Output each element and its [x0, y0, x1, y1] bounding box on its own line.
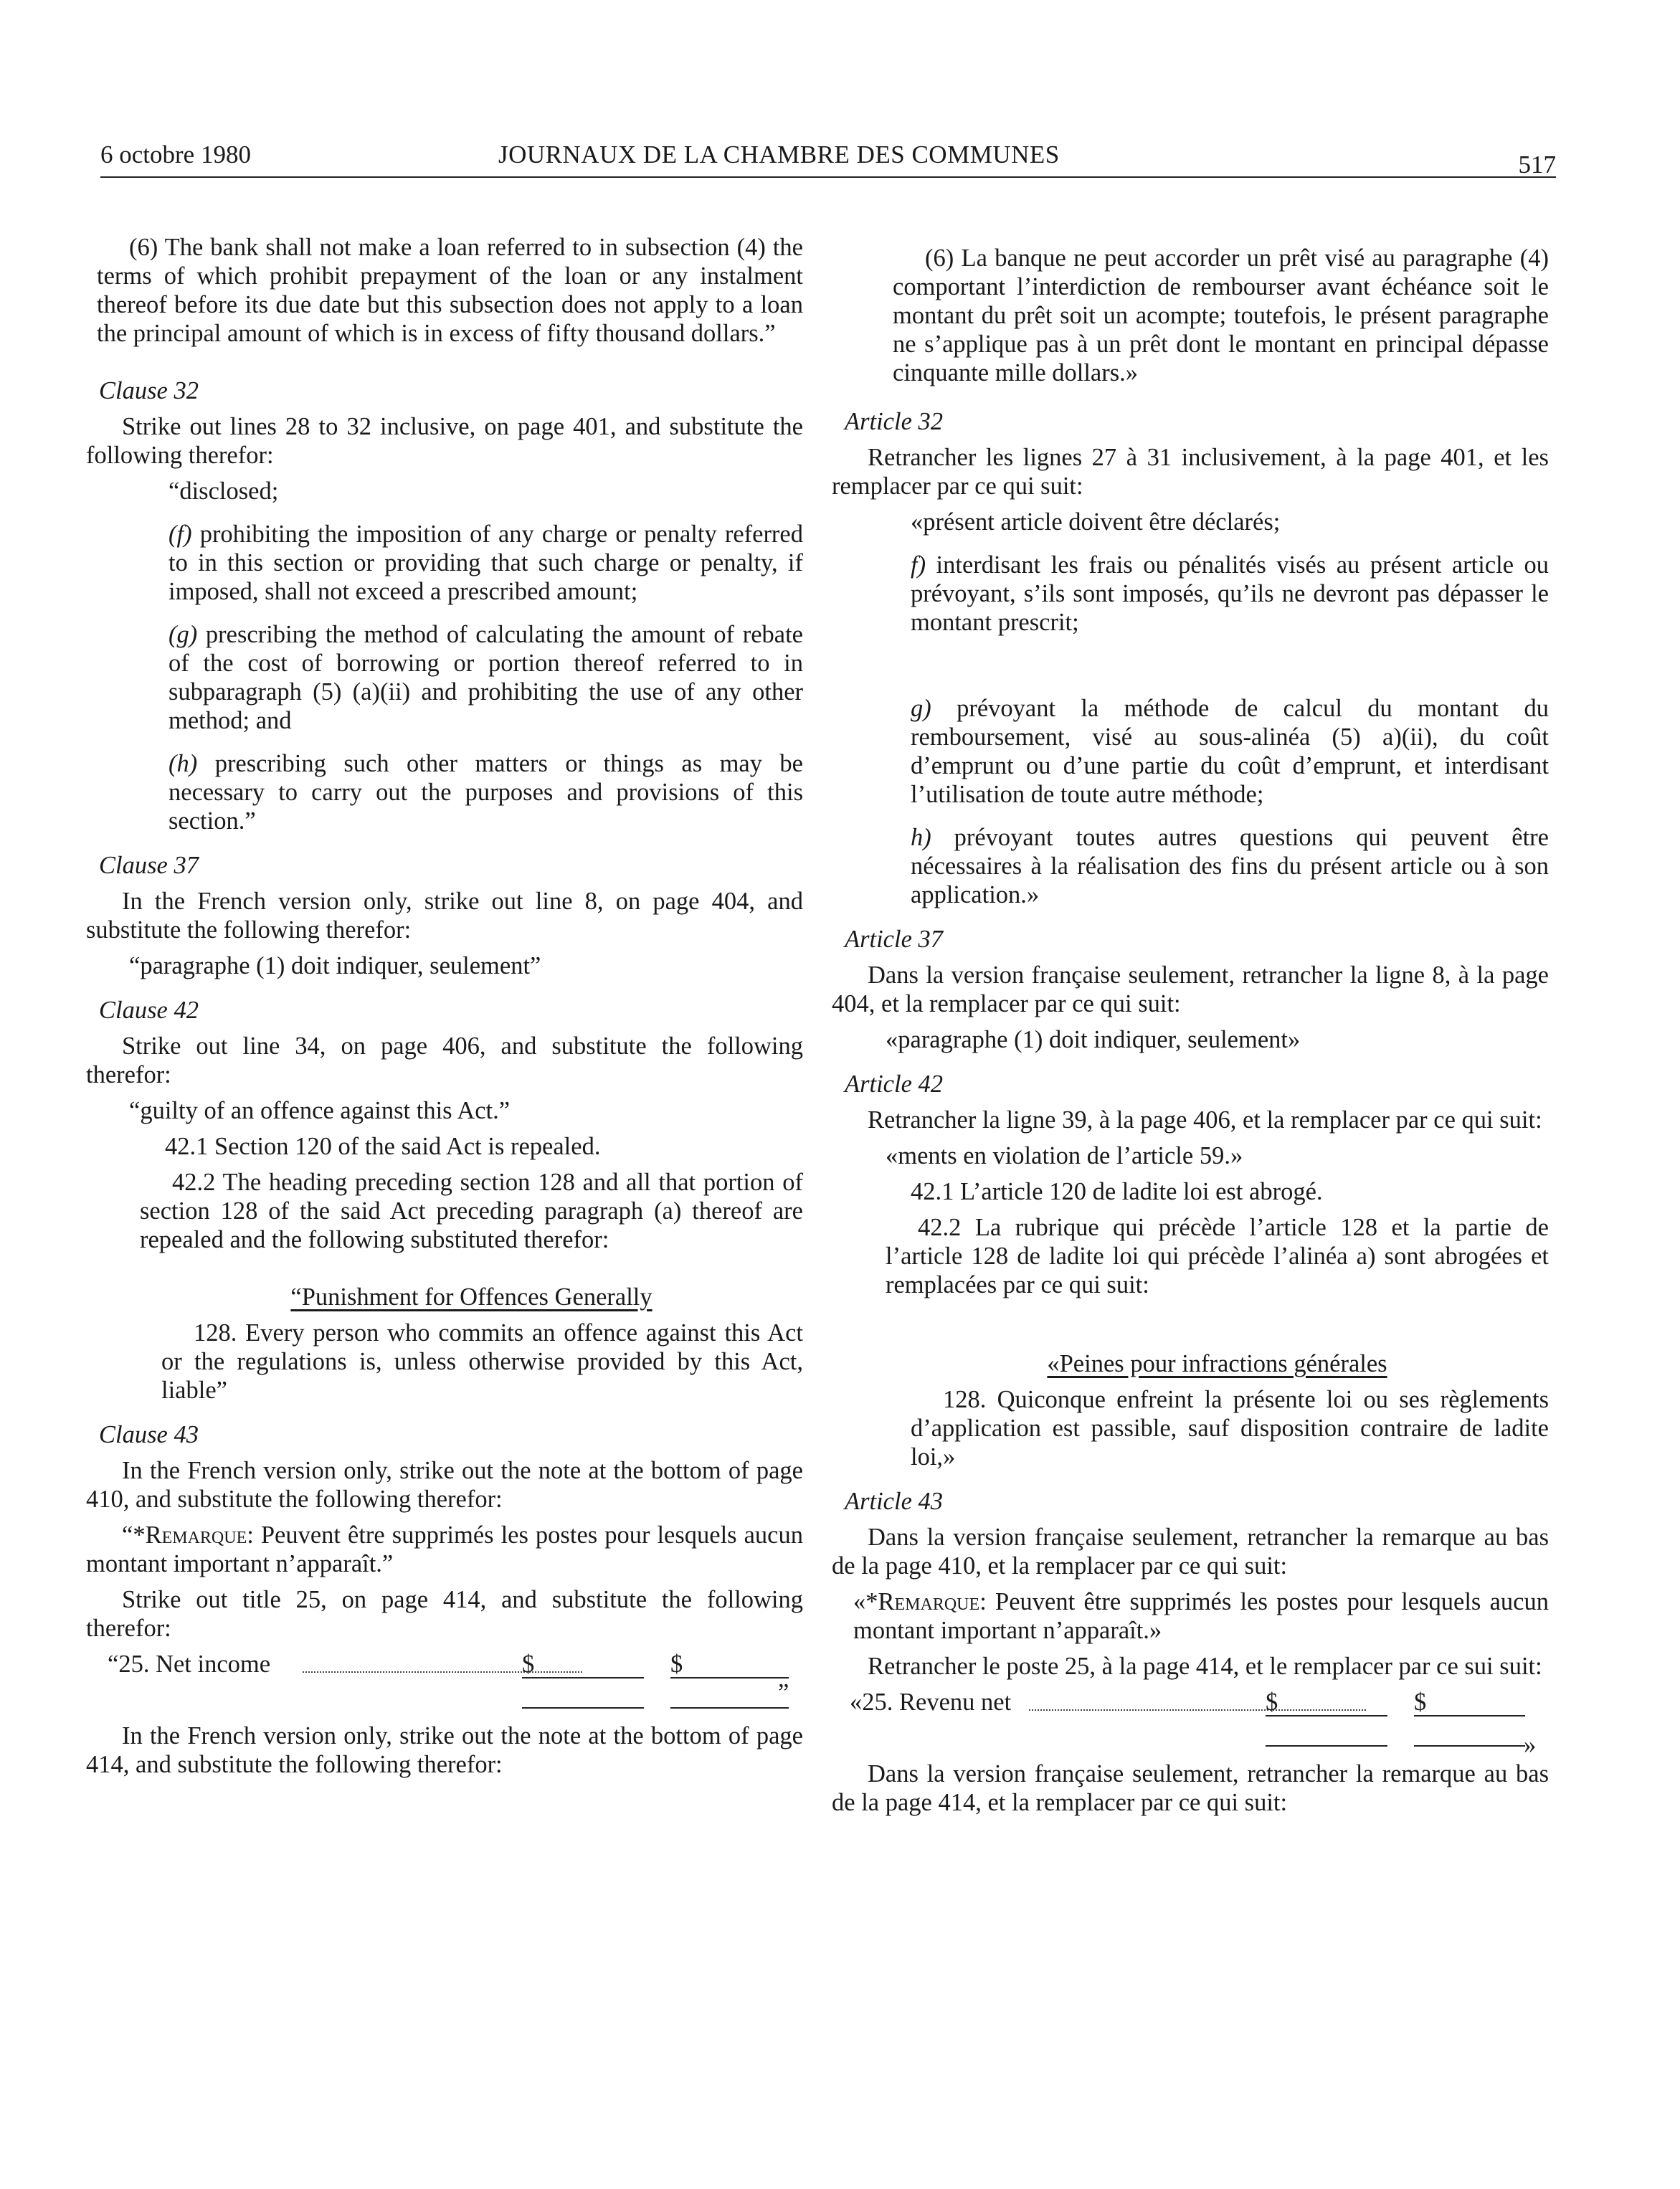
clause-42-1: 42.1 Section 120 of the said Act is repealed. [165, 1133, 601, 1160]
clause-43-text: In the French version only, strike out the note at the bottom of page 410, and substitute the following therefor: [86, 1457, 803, 1513]
revenu-net-label: «25. Revenu net [850, 1689, 1012, 1716]
clause-42-quote: “guilty of an offence against this Act.” [129, 1097, 511, 1124]
paragraph-6-fr: (6) La banque ne peut accorder un prêt visé au paragraphe (4) comportant l’interdiction de rembourser avant échéance soit le montant du prêt soit un acompte; toutefois, le présent paragraphe ne s’applique pas à un prêt dont le montant en principal dépasse cinquante mille dollars.» [893, 244, 1549, 386]
dot-leader [1029, 1688, 1366, 1711]
article-37-quote: «paragraphe (1) doit indiquer, seulement» [886, 1026, 1301, 1053]
article-32-text: Retrancher les lignes 27 à 31 inclusivement, à la page 401, et les remplacer par ce qui suit: [832, 444, 1549, 500]
clause-37-text: In the French version only, strike out line 8, on page 404, and substitute the following therefor: [86, 888, 803, 944]
article-42-2: 42.2 La rubrique qui précède l’article 128 et la partie de l’article 128 de ladite loi qui précède l’alinéa a) sont abrogées et remplacées par ce qui suit: [886, 1214, 1549, 1298]
article-43-note-quote: «*Remarque: Peuvent être supprimés les postes pour lesquels aucun montant important n’apparaît.» [853, 1588, 1549, 1644]
clause-43-last-text: In the French version only, strike out the note at the bottom of page 414, and substitute the following therefor: [86, 1722, 803, 1778]
english-column [86, 233, 803, 1779]
closing-quote: » [1524, 1732, 1537, 1759]
article-43-title-text: Retrancher le poste 25, à la page 414, et le remplacer par ce sui suit: [868, 1653, 1542, 1680]
clause-42-section-title: “Punishment for Offences Generally [290, 1283, 652, 1311]
article-32-item-h: h) prévoyant toutes autres questions qui peuvent être nécessaires à la réalisation des fins du présent article ou à son application.» [911, 824, 1549, 908]
article-42-text: Retrancher la ligne 39, à la page 406, et la remplacer par ce qui suit: [868, 1106, 1542, 1134]
net-income-row [86, 1650, 803, 1714]
net-income-label: “25. Net income [108, 1651, 271, 1678]
dollar-sign-1: $ [522, 1651, 535, 1678]
paragraph-6-en: (6) The bank shall not make a loan referred to in subsection (4) the terms of which prohibit prepayment of the loan or any instalment thereof before its due date but this subsection does not apply to a loan the principal amount of which is in excess of fifty thousand dollars.” [97, 234, 803, 347]
dollar-sign-2: $ [670, 1651, 683, 1678]
clause-37-heading: Clause 37 [99, 852, 199, 879]
closing-quote: ” [778, 1679, 789, 1706]
clause-43-heading: Clause 43 [99, 1421, 199, 1448]
article-42-quote: «ments en violation de l’article 59.» [886, 1142, 1243, 1169]
article-37-heading: Article 37 [845, 926, 944, 953]
clause-42-2: 42.2 The heading preceding section 128 and all that portion of section 128 of the said Act preceding paragraph (a) thereof are repealed and the following substituted therefor: [140, 1169, 803, 1253]
clause-43-note-quote: “*Remarque: Peuvent être supprimés les postes pour lesquels aucun montant important n’apparaît.” [86, 1521, 803, 1577]
dot-leader [303, 1650, 582, 1673]
revenu-net-row [832, 1688, 1549, 1759]
clause-32-text: Strike out lines 28 to 32 inclusive, on page 401, and substitute the following therefor: [86, 413, 803, 469]
clause-42-heading: Clause 42 [99, 997, 199, 1024]
dollar-sign-2: $ [1414, 1689, 1427, 1716]
clause-32-item-h: (h) prescribing such other matters or things as may be necessary to carry out the purposes and provisions of this section.” [169, 750, 803, 835]
clause-43-title-text: Strike out title 25, on page 414, and substitute the following therefor: [86, 1586, 803, 1642]
article-32-quote: «présent article doivent être déclarés; [911, 508, 1281, 536]
clause-32-heading: Clause 32 [99, 377, 199, 404]
clause-42-text: Strike out line 34, on page 406, and substitute the following therefor: [86, 1032, 803, 1088]
article-37-text: Dans la version française seulement, retrancher la ligne 8, à la page 404, et la remplacer par ce qui suit: [832, 961, 1549, 1017]
header-date: 6 octobre 1980 [100, 141, 251, 168]
clause-37-quote: “paragraphe (1) doit indiquer, seulement” [129, 952, 541, 979]
article-32-item-g: g) prévoyant la méthode de calcul du montant du remboursement, visé au sous-alinéa (5) a)(ii), du coût d’emprunt ou d’une partie du coût d’emprunt, et interdisant l’utilisation de toute autre méthode; [911, 695, 1549, 808]
dollar-sign-1: $ [1266, 1689, 1278, 1716]
article-43-text: Dans la version française seulement, retrancher la remarque au bas de la page 410, et la remplacer par ce qui suit: [832, 1524, 1549, 1580]
article-43-last-text: Dans la version française seulement, retrancher la remarque au bas de la page 414, et la remplacer par ce qui suit: [832, 1760, 1549, 1816]
clause-32-item-g: (g) prescribing the method of calculating the amount of rebate of the cost of borrowing or portion thereof referred to in subparagraph (5) (a)(ii) and prohibiting the use of any other method; and [169, 621, 803, 734]
article-42-section-title: «Peines pour infractions générales [1047, 1350, 1387, 1377]
page-number: 517 [1518, 151, 1556, 179]
clause-42-section-128: 128. Every person who commits an offence against this Act or the regulations is, unless otherwise provided by this Act, liable” [161, 1319, 803, 1404]
running-header [100, 141, 1556, 178]
french-column [832, 244, 1549, 1817]
header-title: JOURNAUX DE LA CHAMBRE DES COMMUNES [498, 141, 1060, 168]
article-32-heading: Article 32 [845, 408, 944, 435]
clause-32-quote-disclosed: “disclosed; [169, 478, 279, 505]
article-42-section-128: 128. Quiconque enfreint la présente loi ou ses règlements d’application est passible, sauf disposition contraire de ladite loi,» [911, 1386, 1549, 1471]
article-43-heading: Article 43 [845, 1488, 944, 1515]
clause-32-item-f: (f) prohibiting the imposition of any charge or penalty referred to in this section or providing that such charge or penalty, if imposed, shall not exceed a prescribed amount; [169, 521, 803, 605]
article-32-item-f: f) interdisant les frais ou pénalités visés au présent article ou prévoyant, s’ils sont imposés, qu’ils ne devront pas dépasser le montant prescrit; [911, 551, 1549, 636]
article-42-1: 42.1 L’article 120 de ladite loi est abrogé. [911, 1178, 1323, 1205]
article-42-heading: Article 42 [845, 1070, 944, 1098]
